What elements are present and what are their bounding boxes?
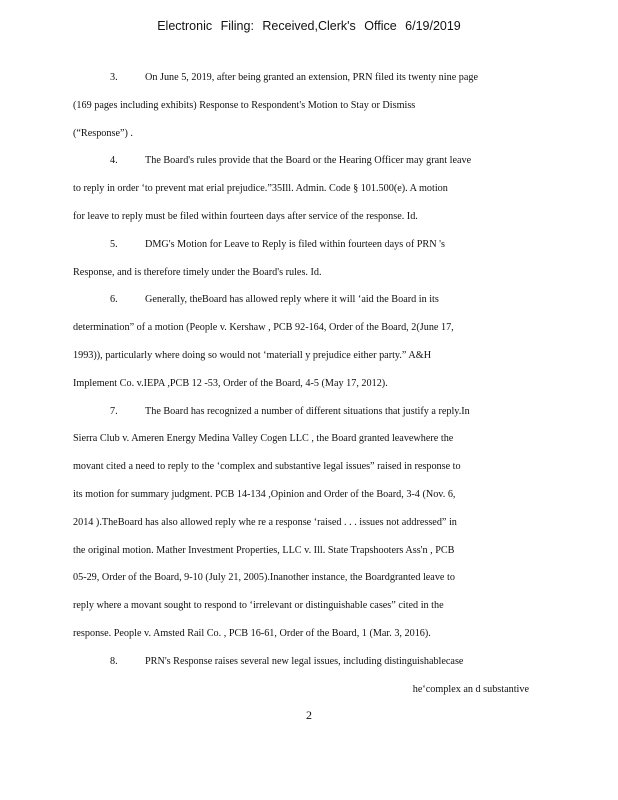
document-body [73,68,535,707]
filing-header: Electronic Filing: Received,Clerk's Office 6/19/2019 [157,19,461,33]
paragraph-3-line-3: (“Response”) . [73,127,133,139]
paragraph-number: 7. [110,405,118,417]
paragraph-3-line-1 [73,68,535,96]
paragraph-number: 5. [110,238,118,250]
paragraph-7-line-1 [73,402,535,430]
paragraph-6-line-2: determination” of a motion (People v. Kershaw , PCB 92-164, Order of the Board, 2(June 17, [73,322,454,334]
paragraph-8-line-2 [73,680,535,708]
paragraph-7-line-9: response. People v. Amsted Rail Co. , PCB 16-61, Order of the Board, 1 (Mar. 3, 2016). [73,627,431,639]
paragraph-4-line-2: to reply in order ‘to prevent mat erial prejudice.”35Ill. Admin. Code § 101.500(e). A motion [73,183,448,195]
paragraph-5-line-1 [73,235,535,263]
paragraph-7-line-4: its motion for summary judgment. PCB 14-134 ,Opinion and Order of the Board, 3-4 (Nov. 6, [73,488,456,500]
text-line: DMG's Motion for Leave to Reply is filed within fourteen days of PRN 's [145,238,445,250]
paragraph-4-line-1 [73,151,535,179]
paragraph-number: 4. [110,155,118,167]
text-line: The Board's rules provide that the Board or the Hearing Officer may grant leave [145,155,472,167]
paragraph-3-line-2: (169 pages including exhibits) Response to Respondent's Motion to Stay or Dismiss [73,99,416,111]
text-line: Generally, theBoard has allowed reply where it will ‘aid the Board in its [145,294,439,306]
paragraph-number: 3. [110,72,118,83]
paragraph-7-line-3: movant cited a need to reply to the ‘complex and substantive legal issues” raised in response to [73,461,461,473]
page-number: 2 [306,708,312,722]
text-line: PRN's Response raises several new legal issues, including distinguishablecase [145,655,464,667]
text-line: The Board has recognized a number of different situations that justify a reply.In [145,405,470,417]
paragraph-7-line-2: Sierra Club v. Ameren Energy Medina Valley Cogen LLC , the Board granted leavewhere the [73,433,454,445]
paragraph-number: 8. [110,655,118,667]
paragraph-number: 6. [110,294,118,306]
text-line: On June 5, 2019, after being granted an extension, PRN filed its twenty nine page [145,72,478,83]
paragraph-4-line-3: for leave to reply must be filed within fourteen days after service of the response. Id. [73,210,418,222]
paragraph-7-line-6: the original motion. Mather Investment Properties, LLC v. Ill. State Trapshooters Ass'n , PCB [73,544,455,556]
paragraph-6-line-1 [73,290,535,318]
text-line: he‘complex an d substantive [412,683,529,695]
paragraph-8-line-1 [73,652,535,680]
paragraph-6-line-3: 1993)), particularly where doing so would not ‘materiall y prejudice either party.” A&H [73,349,432,361]
paragraph-5-line-2: Response, and is therefore timely under the Board's rules. Id. [73,266,322,278]
paragraph-7-line-7: 05-29, Order of the Board, 9-10 (July 21, 2005).Inanother instance, the Boardgranted leave to [73,572,455,584]
paragraph-7-line-8: reply where a movant sought to respond to ‘irrelevant or distinguishable cases” cited in the [73,600,444,612]
paragraph-6-line-4: Implement Co. v.IEPA ,PCB 12 -53, Order of the Board, 4-5 (May 17, 2012). [73,377,388,389]
paragraph-7-line-5: 2014 ).TheBoard has also allowed reply whe re a response ‘raised . . . issues not addressed” in [73,516,457,528]
